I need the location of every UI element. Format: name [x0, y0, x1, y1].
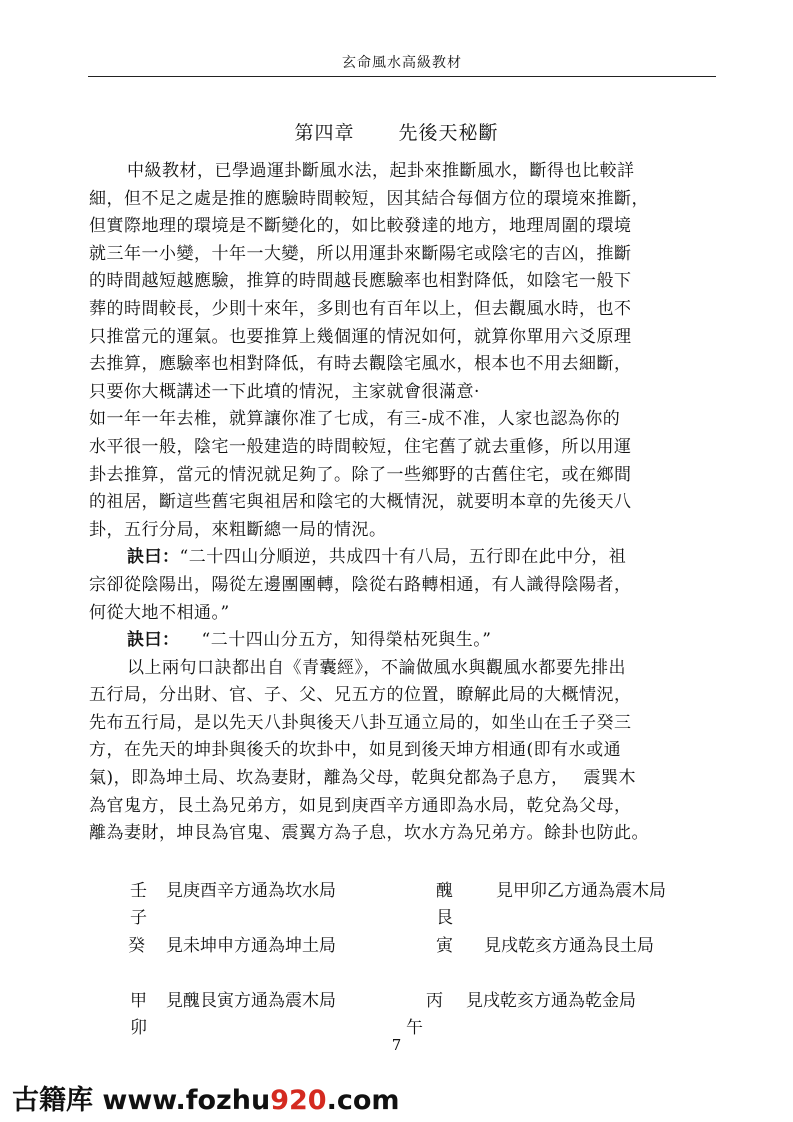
explain-line: 為官鬼方，艮土為兄弟方，如見到庚酉辛方通即為水局，乾兌為父母， — [89, 795, 632, 816]
kouju-text: “二十四山分順逆，共成四十有八局，五行即在此中分，祖 — [179, 547, 627, 568]
paragraph-line: 就三年一小變，十年一大變，所以用運卦來斷陽宅或陰宅的吉凶，推斷 — [89, 243, 632, 264]
paragraph-line: 但實際地理的環境是不斷變化的，如比較發達的地方，地理周圍的環境 — [89, 216, 632, 237]
paragraph-line: 水平很一般，陰宅一般建造的時間較短，住宅舊了就去重修，所以用運 — [89, 436, 632, 457]
chapter-title: 先後天秘斷 — [398, 122, 499, 144]
explain-line: 先布五行局，是以先天八卦與後天八卦互通立局的，如坐山在壬子癸三 — [89, 712, 632, 733]
watermark-prefix: 古籍库 www.fozhu — [12, 1085, 271, 1116]
mountain-cell: 寅 — [436, 936, 453, 956]
paragraph-line: 只推當元的運氣。也要推算上幾個運的情況如何，就算你單用六爻原理 — [89, 326, 632, 347]
paragraph-line: 卦，五行分局，來粗斷總一局的情況。 — [89, 519, 387, 540]
header-title: 玄命風水高級教材 — [342, 55, 462, 71]
mountain-cell: 午 — [406, 1018, 423, 1038]
paragraph-line: 的祖居，斷這些舊宅與祖居和陰宅的大概情況，就要明本章的先後天八 — [89, 492, 632, 513]
kouju-line: 何從大地不相通。” — [89, 602, 230, 623]
mountain-cell: 壬 — [130, 881, 147, 901]
paragraph-line: 中級教材，已學過運卦斷風水法，起卦來推斷風水，斷得也比較詳 — [127, 161, 635, 181]
kouju-line: 宗卻從陰陽出，陽從左邊團團轉，陰從右路轉相通，有人識得陰陽者， — [89, 574, 632, 595]
page-number: 7 — [391, 1036, 402, 1054]
mountain-cell: 艮 — [436, 908, 453, 928]
watermark-suffix: .com — [326, 1085, 400, 1116]
rule-cell: 見甲卯乙方通為震木局 — [496, 881, 666, 901]
mountain-cell: 卯 — [130, 1018, 147, 1038]
explain-line: 氣)，即為坤土局、坎為妻財，離為父母，乾與兌都為子息方， 震巽木 — [89, 768, 637, 789]
rule-cell: 見醜艮寅方通為震木局 — [166, 991, 336, 1011]
rule-cell: 見戌乾亥方通為艮土局 — [484, 936, 654, 956]
paragraph-line: 卦去推算，當元的情況就足夠了。除了一些鄉野的古舊住宅，或在鄉間 — [89, 464, 632, 485]
paragraph-line: 如一年一年去椎，就算讓你准了七成，有三-成不准，人家也認為你的 — [89, 409, 621, 430]
rule-cell: 見庚酉辛方通為坎水局 — [166, 881, 336, 901]
kouju-label: 訣曰： — [127, 547, 180, 568]
mountain-cell: 甲 — [130, 991, 147, 1011]
paragraph-line: 的時間越短越應驗，推算的時間越長應驗率也相對降低，如陰宅一般下 — [89, 271, 632, 292]
explain-line: 方，在先天的坤卦與後夭的坎卦中，如見到後天坤方相通(即有水或通 — [89, 740, 622, 761]
mountain-cell: 丙 — [426, 991, 443, 1011]
paragraph-line: 只要你大概講述一下此墳的情況，主家就會很滿意· — [89, 381, 480, 402]
mountain-cell: 癸 — [128, 936, 145, 956]
rule-cell: 見戌乾亥方通為乾金局 — [466, 991, 636, 1011]
rule-cell: 見未坤申方通為坤土局 — [166, 936, 336, 956]
kouju-label: 訣曰： — [127, 630, 180, 651]
mountain-cell: 子 — [130, 908, 147, 928]
watermark — [12, 1078, 400, 1117]
explain-line: 以上兩句口訣都出自《青囊經》，不論做風水與觀風水都要先排出 — [127, 657, 626, 678]
paragraph-line: 細，但不足之處是推的應驗時間較短，因其結合每個方位的環境來推斷， — [89, 188, 649, 209]
paragraph-line: 葬的時間較長，少則十來年，多則也有百年以上，但去觀風水時，也不 — [89, 298, 632, 319]
explain-line: 離為妻財，坤艮為官鬼、震翼方為子息，坎水方為兄弟方。餘卦也防此。 — [89, 823, 649, 844]
paragraph-line: 去推算，應驗率也相對降低，有時去觀陰宅風水，根本也不用去細斷， — [89, 354, 632, 375]
chapter-number: 第四章 — [294, 122, 355, 144]
kouju-text: “二十四山分五方，知得榮枯死與生。” — [201, 630, 492, 651]
mountain-cell: 醜 — [436, 881, 453, 901]
watermark-highlight: 920 — [270, 1085, 327, 1116]
explain-line: 五行局，分出財、官、子、父、兄五方的位置，瞭解此局的大概情況， — [89, 685, 632, 706]
